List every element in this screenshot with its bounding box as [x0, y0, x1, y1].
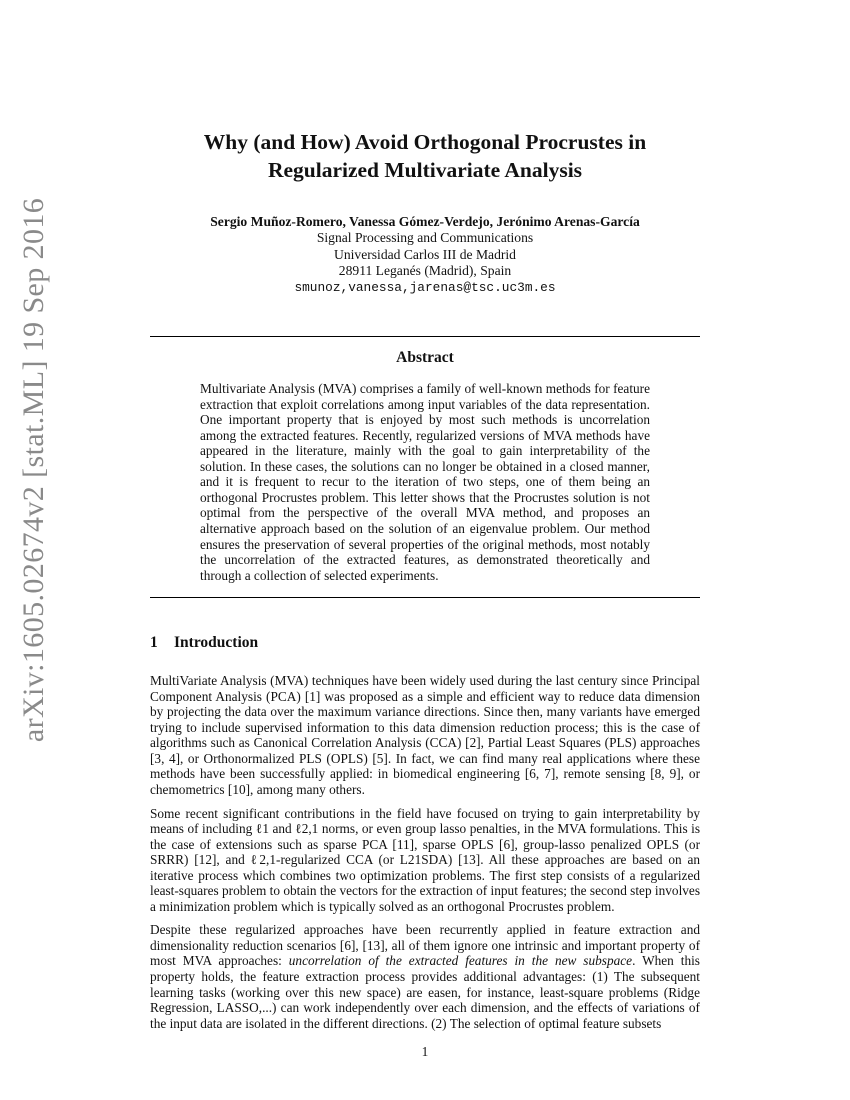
affiliation-line-1: Signal Processing and Communications [316, 230, 534, 246]
author-email: smunoz,vanessa,jarenas@tsc.uc3m.es [294, 279, 556, 295]
title-line-1: Why (and How) Avoid Orthogonal Procrustes in [203, 130, 647, 154]
paper-page [150, 0, 700, 1031]
arxiv-stamp-text: arXiv:1605.02674v2 [stat.ML] 19 Sep 2016 [17, 197, 50, 743]
intro-paragraph-1: MultiVariate Analysis (MVA) techniques have been widely used during the last century since Principal Component Analysis (PCA) [1] was proposed as a simple and efficient way to reduce data dimension by projecting the data over the maximum variance directions. Since then, many variants have emerged trying to include supervised information to this data dimension reduction process; this is the case of algorithms such as Canonical Correlation Analysis (CCA) [2], Partial Least Squares (PLS) approaches [3, 4], or Orthonormalized PLS (OPLS) [5]. In fact, we can find many real applications where these methods have been successfully applied: in biomedical engineering [6, 7], remote sensing [8, 9], or chemometrics [10], among many others. [150, 673, 700, 797]
affiliation-line-2: Universidad Carlos III de Madrid [334, 246, 516, 262]
intro-paragraph-3 [150, 922, 700, 1031]
intro-paragraph-2: Some recent significant contributions in the field have focused on trying to gain interpretability by means of including ℓ1 and ℓ2,1 norms, or even group lasso penalties, in the MVA formulations. This is the case of extensions such as sparse PCA [11], sparse OPLS [6], group-lasso penalized OPLS (or SRRR) [12], and ℓ2,1-regularized CCA (or L21SDA) [13]. All these approaches are based on an iterative process which combines two optimization problems. The first step consists of a regularized least-squares problem to obtain the vectors for the extraction of input features; the second step involves a minimization problem which is typically solved as an orthogonal Procrustes problem. [150, 805, 700, 914]
page-number: 1 [421, 1044, 429, 1059]
abstract-body: Multivariate Analysis (MVA) comprises a family of well-known methods for feature extraction that exploit correlations among input variables of the data representation. One important property that is enjoyed by most such methods is uncorrelation among the extracted features. Recently, regularized versions of MVA methods have appeared in the literature, mainly with the goal to gain interpretability of the solution. In these cases, the solutions can no longer be obtained in a closed manner, and it is frequent to recur to the iteration of two steps, one of them being an orthogonal Procrustes problem. This letter shows that the Procrustes solution is not optimal from the perspective of the overall MVA method, and proposes an alternative approach based on the solution of an eigenvalue problem. Our method ensures the preservation of several properties of the original methods, most notably the uncorrelation of the extracted features, as demonstrated theoretically and through a collection of selected experiments. [200, 381, 650, 583]
paper-title [150, 128, 700, 184]
affiliation-address: 28911 Leganés (Madrid), Spain [338, 263, 512, 279]
arxiv-stamp [14, 197, 54, 743]
author-names: Sergio Muñoz-Romero, Vanessa Gómez-Verdejo, Jerónimo Arenas-García [210, 214, 640, 229]
abstract-heading: Abstract [396, 349, 454, 367]
title-line-2: Regularized Multivariate Analysis [267, 158, 583, 182]
section-number: 1 [150, 634, 158, 652]
section-title: Introduction [174, 634, 259, 652]
intro-paragraph-3-end: . When this property holds, the feature extraction process provides additional advantages: (1) The subsequent learning tasks (working over this new space) are easen, for instance, least-square problems (Ridge Regression, LASSO,...) can work independently over each dimension, and the effects of variations of the input data are isolated in the different directions. (2) The selection of optimal feature subsets [150, 953, 700, 1031]
abstract-bottom-rule [150, 597, 700, 598]
intro-paragraph-3-start: Despite these regularized approaches have been recurrently applied in feature extraction and dimensionality reduction scenarios [6], [13], all of them ignore one intrinsic and important property of most MVA approaches: [150, 922, 700, 969]
abstract-top-rule [150, 336, 700, 337]
intro-paragraph-3-emphasis: uncorrelation of the extracted features in the new subspace [288, 953, 633, 969]
author-block [150, 214, 700, 296]
section-heading-introduction [150, 634, 700, 652]
